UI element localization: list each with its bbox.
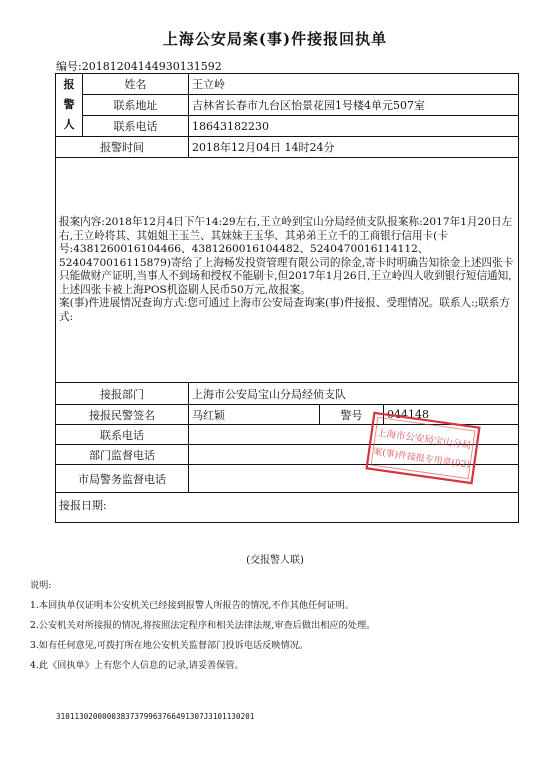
contact-label: 联系电话 — [56, 425, 189, 445]
query-method-paragraph: 案(事)件进展情况查询方式:您可通过上海市公安局查询案(事)件接报、受理情况。联系人:;联系方式: — [59, 297, 510, 323]
report-time-label: 报警时间 — [56, 137, 189, 158]
city-supervise-label: 市局警务监督电话 — [56, 465, 189, 493]
receive-date — [56, 493, 519, 523]
dept-supervise-label: 部门监督电话 — [56, 445, 189, 465]
dept-value: 上海市公安局宝山分局经侦支队 — [189, 383, 519, 405]
note-item: 3.如有任何意见,可拨打所在地公安机关监督部门投诉电话反映情况。 — [30, 640, 309, 651]
badge-label: 警号 — [320, 405, 384, 425]
document-title: 上海公安局案(事)件接报回执单 — [162, 30, 388, 48]
serial-value: 20181204144930131592 — [81, 60, 222, 73]
contact-value — [189, 425, 519, 471]
serial-number — [56, 58, 222, 74]
seal-text-line2: 案(事)件接报专用章(02) — [372, 447, 471, 471]
reporter-group-label: 报 警 人 — [56, 74, 83, 137]
phone-value: 18643182230 — [189, 116, 519, 137]
notes-heading: 说明: — [30, 580, 52, 591]
copy-note: (交报警人联) — [246, 555, 304, 566]
phone-label: 联系电话 — [83, 116, 189, 137]
note-item: 4.此《回执单》上有您个人信息的记录,请妥善保管。 — [30, 660, 244, 671]
barcode-number: 31011302000003837379963766491307J3101130201 — [56, 712, 255, 721]
name-label: 姓名 — [83, 74, 189, 95]
badge-value: 044148 — [384, 405, 519, 425]
notes-section — [30, 576, 530, 676]
report-content — [56, 158, 519, 383]
note-item: 2.公安机关对所接报的情况,将按照法定程序和相关法律法规,审查后做出相应的处理。 — [30, 620, 376, 631]
address-value: 吉林省长春市九台区怡景花园1号楼4单元507室 — [189, 95, 519, 116]
dept-label: 接报部门 — [56, 383, 189, 405]
report-time-value: 2018年12月04日 14时24分 — [189, 137, 519, 158]
receive-date-label: 接报日期: — [59, 499, 107, 512]
seal-text-line1: 上海市公安局宝山分局 — [376, 427, 472, 452]
report-content-paragraph: 报案内容:2018年12月4日下午14:29左右,王立岭到宝山分局经侦支队报案称:2017年1月20日左右,王立岭将其、其姐姐王玉兰、其妹妹王玉华、其弟弟王立千的工商银行信用卡(卡号:4381260016104466、4381260016104482、5240470016114112、5240470016115879)寄给了上海畅发投资管理有限公司的徐金,寄卡时明确告知徐金上述四张卡只能做财产证明,当事人不到场和授权不能刷卡,但2017年1月26日,王立岭四人收到银行短信通知,上述四张卡被上海POS机盗刷人民币50万元,故报案。 — [59, 216, 514, 296]
address-label: 联系地址 — [83, 95, 189, 116]
officer-label: 接报民警签名 — [56, 405, 189, 425]
note-item: 1.本回执单仅证明本公安机关已经接到报警人所报告的情况,不作其他任何证明。 — [30, 600, 355, 611]
officer-value: 马红颖 — [189, 405, 320, 425]
receipt-form-table — [55, 73, 519, 523]
name-value: 王立岭 — [189, 74, 519, 95]
serial-label: 编号: — [56, 60, 82, 73]
